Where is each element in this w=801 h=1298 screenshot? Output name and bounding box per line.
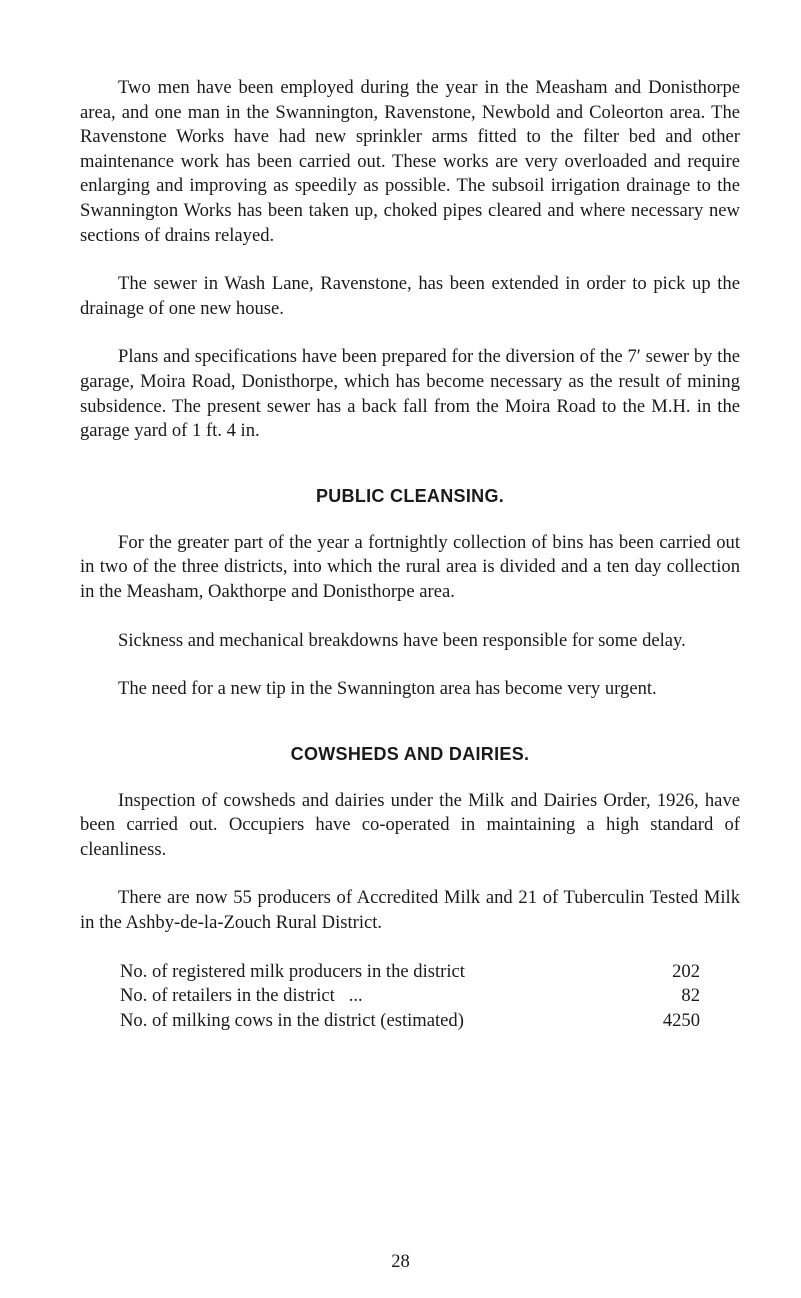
paragraph-inspection: Inspection of cowsheds and dairies under the Milk and Dairies Order, 1926, have been carried out. Occupiers have co-operated in maintaining a high standard of cleanliness. (80, 789, 740, 860)
paragraph-new-tip: The need for a new tip in the Swannington area has become very urgent. (118, 678, 657, 700)
paragraph-sewer-diversion: Plans and specifications have been prepared for the diversion of the 7′ sewer by the garage, Moira Road, Donisthorpe, which has become necessary as the result of mining subsidence. The present sewer has a back fall from the Moira Road to the M.H. in the garage yard of 1 ft. 4 in. (80, 346, 740, 442)
paragraph-breakdowns: Sickness and mechanical breakdowns have been responsible for some delay. (118, 629, 686, 651)
paragraph-producers: There are now 55 producers of Accredited Milk and 21 of Tuberculin Tested Milk in the Ashby-de-la-Zouch Rural District. (80, 887, 740, 934)
heading-public-cleansing: PUBLIC CLEANSING. (315, 485, 505, 506)
stat-row (120, 1009, 700, 1034)
stat-value: 202 (672, 960, 700, 982)
stat-label: No. of registered milk producers in the district (120, 960, 465, 982)
stat-label: No. of retailers in the district ... (120, 985, 363, 1007)
stat-row (120, 984, 700, 1009)
page-number: 28 (391, 1251, 410, 1272)
paragraph-bin-collection: For the greater part of the year a fortnightly collection of bins has been carried out in two of the three districts, into which the rural area is divided and a ten day collection in the Measham, Oakthorpe and Donisthorpe area. (80, 531, 740, 602)
paragraph-wash-lane-sewer: The sewer in Wash Lane, Ravenstone, has been extended in order to pick up the drainage of one new house. (80, 273, 740, 319)
stat-row (120, 960, 700, 985)
stat-label: No. of milking cows in the district (estimated) (120, 1009, 464, 1031)
milk-statistics (120, 960, 700, 1034)
heading-cowsheds-dairies: COWSHEDS AND DAIRIES. (290, 743, 530, 764)
stat-value: 4250 (662, 1009, 700, 1031)
paragraph-sewage-works: Two men have been employed during the year in the Measham and Donisthorpe area, and one man in the Swannington, Ravenstone, Newbold and Coleorton area. The Ravenstone Works have had new sprinkler arms fitted to the filter bed and other maintenance work has been carried out. These works are very overloaded and require enlarging and improving as speedily as possible. The subsoil irrigation drainage to the Swannington Works has been taken up, choked pipes cleared and where necessary new sections of drains relayed. (80, 77, 740, 246)
document-page (80, 76, 740, 1033)
stat-value: 82 (681, 985, 700, 1007)
